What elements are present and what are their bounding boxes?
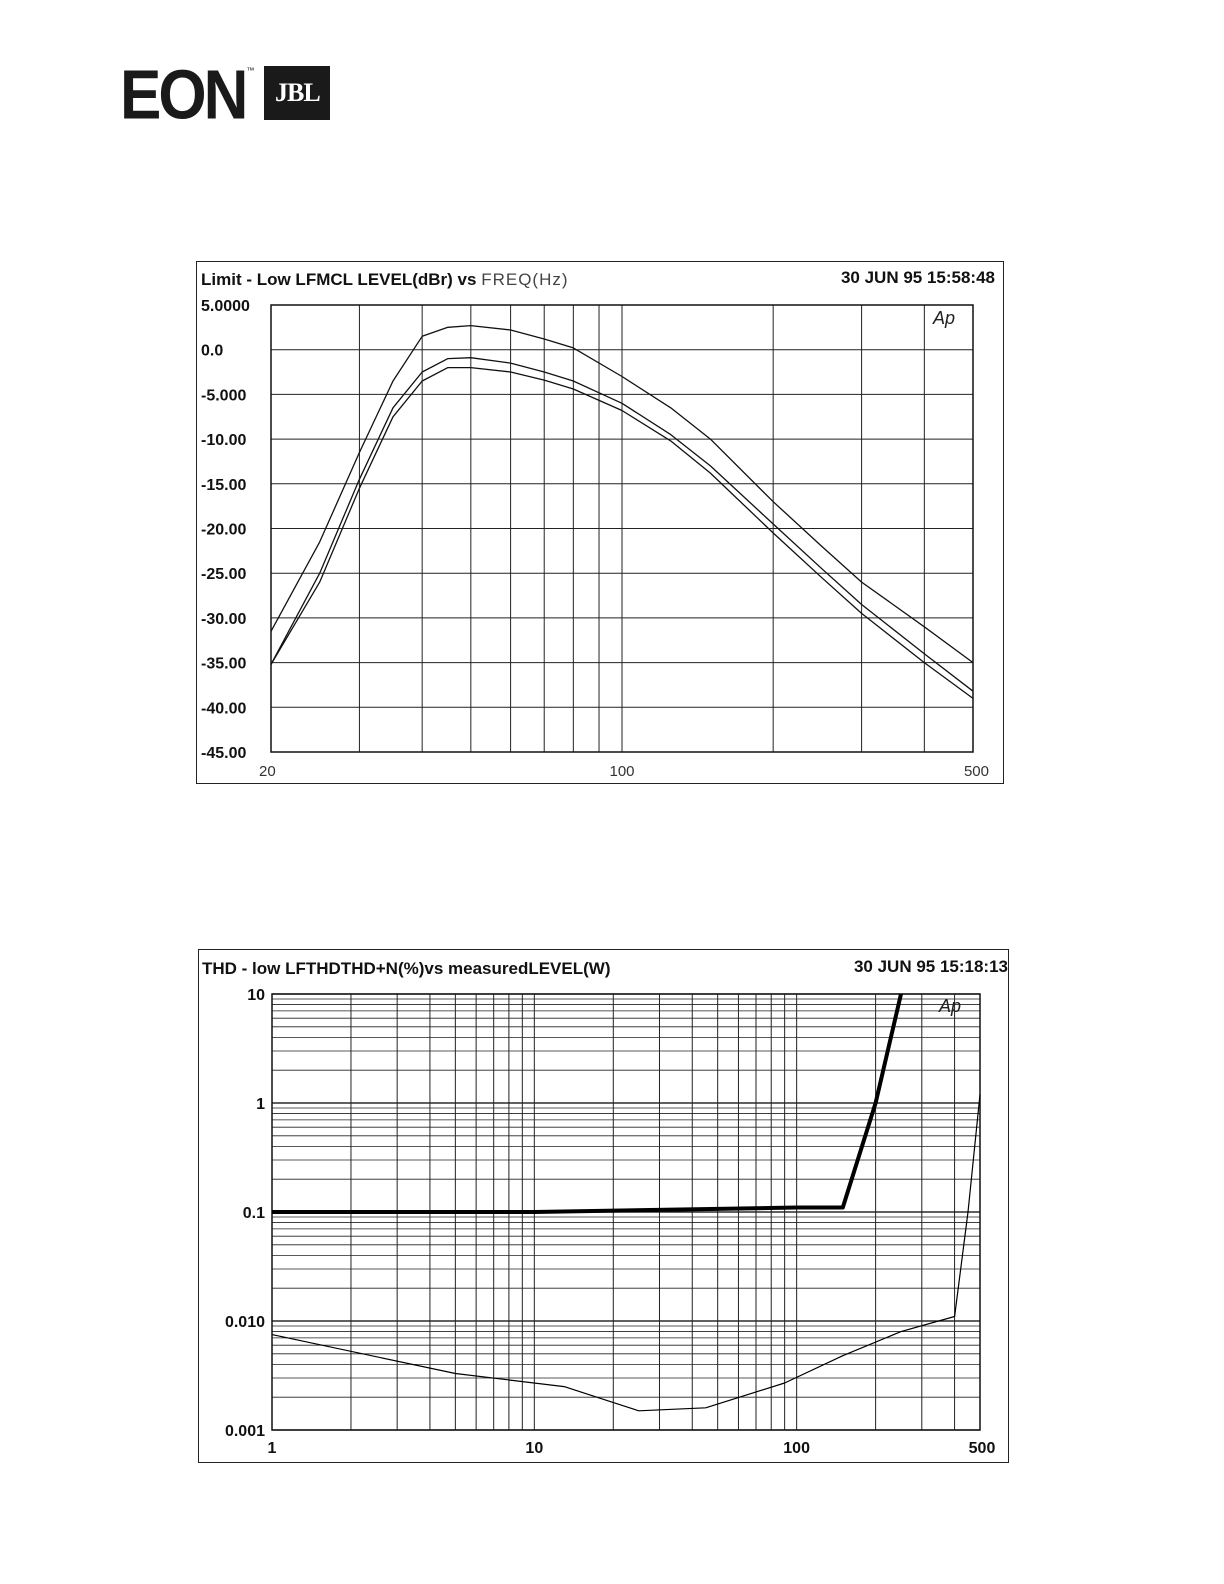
y-tick-label: 1 bbox=[256, 1096, 265, 1113]
y-tick-label: -5.000 bbox=[201, 387, 247, 405]
x-tick-label: 500 bbox=[968, 1440, 996, 1457]
thd-chart bbox=[198, 949, 1009, 1463]
chart-title-main: Limit - Low LFMCL LEVEL(dBr) vs bbox=[201, 270, 482, 289]
y-tick-label: -30.00 bbox=[201, 610, 247, 628]
logo-eon-text: EON bbox=[120, 57, 246, 135]
x-tick-label: 10 bbox=[525, 1440, 544, 1457]
x-tick-label: 100 bbox=[609, 763, 635, 780]
y-tick-label: -45.00 bbox=[201, 745, 247, 762]
chart-timestamp: 30 JUN 95 15:18:13 bbox=[853, 957, 1008, 976]
x-tick-label: 500 bbox=[963, 763, 989, 780]
y-tick-label: -25.00 bbox=[201, 566, 247, 584]
y-tick-label: 0.1 bbox=[242, 1205, 265, 1222]
x-tick-label: 20 bbox=[259, 763, 276, 780]
y-tick-label: -15.00 bbox=[201, 476, 247, 494]
logo-jbl-badge: JBL bbox=[264, 66, 330, 120]
x-tick-label: 1 bbox=[267, 1440, 277, 1457]
y-tick-label: 0.001 bbox=[224, 1423, 265, 1440]
y-tick-label: 5.0000 bbox=[201, 298, 250, 315]
chart-plot-area bbox=[199, 950, 1008, 1462]
chart-title-main: THD - low LFTHDTHD+N(%)vs measuredLEVEL(W) bbox=[202, 959, 611, 978]
eon-jbl-logo bbox=[120, 57, 330, 135]
frequency-response-chart bbox=[196, 261, 1004, 784]
y-tick-label: 0.0 bbox=[201, 342, 224, 360]
logo-trademark: ™ bbox=[246, 66, 255, 75]
x-tick-label: 100 bbox=[783, 1440, 810, 1457]
y-tick-label: -35.00 bbox=[201, 655, 247, 673]
y-tick-label: 10 bbox=[247, 987, 265, 1004]
chart-plot-area bbox=[197, 262, 1003, 783]
chart-timestamp: 30 JUN 95 15:58:48 bbox=[840, 268, 995, 287]
y-tick-label: -20.00 bbox=[201, 521, 247, 539]
series-line-thin bbox=[272, 1094, 980, 1410]
chart-title-axis: FREQ(Hz) bbox=[481, 270, 569, 289]
y-tick-label: -40.00 bbox=[201, 700, 247, 718]
y-tick-label: 0.010 bbox=[224, 1314, 265, 1331]
ap-badge: Ap bbox=[933, 308, 956, 328]
y-tick-label: -10.00 bbox=[201, 432, 247, 450]
ap-badge: Ap bbox=[939, 996, 962, 1016]
